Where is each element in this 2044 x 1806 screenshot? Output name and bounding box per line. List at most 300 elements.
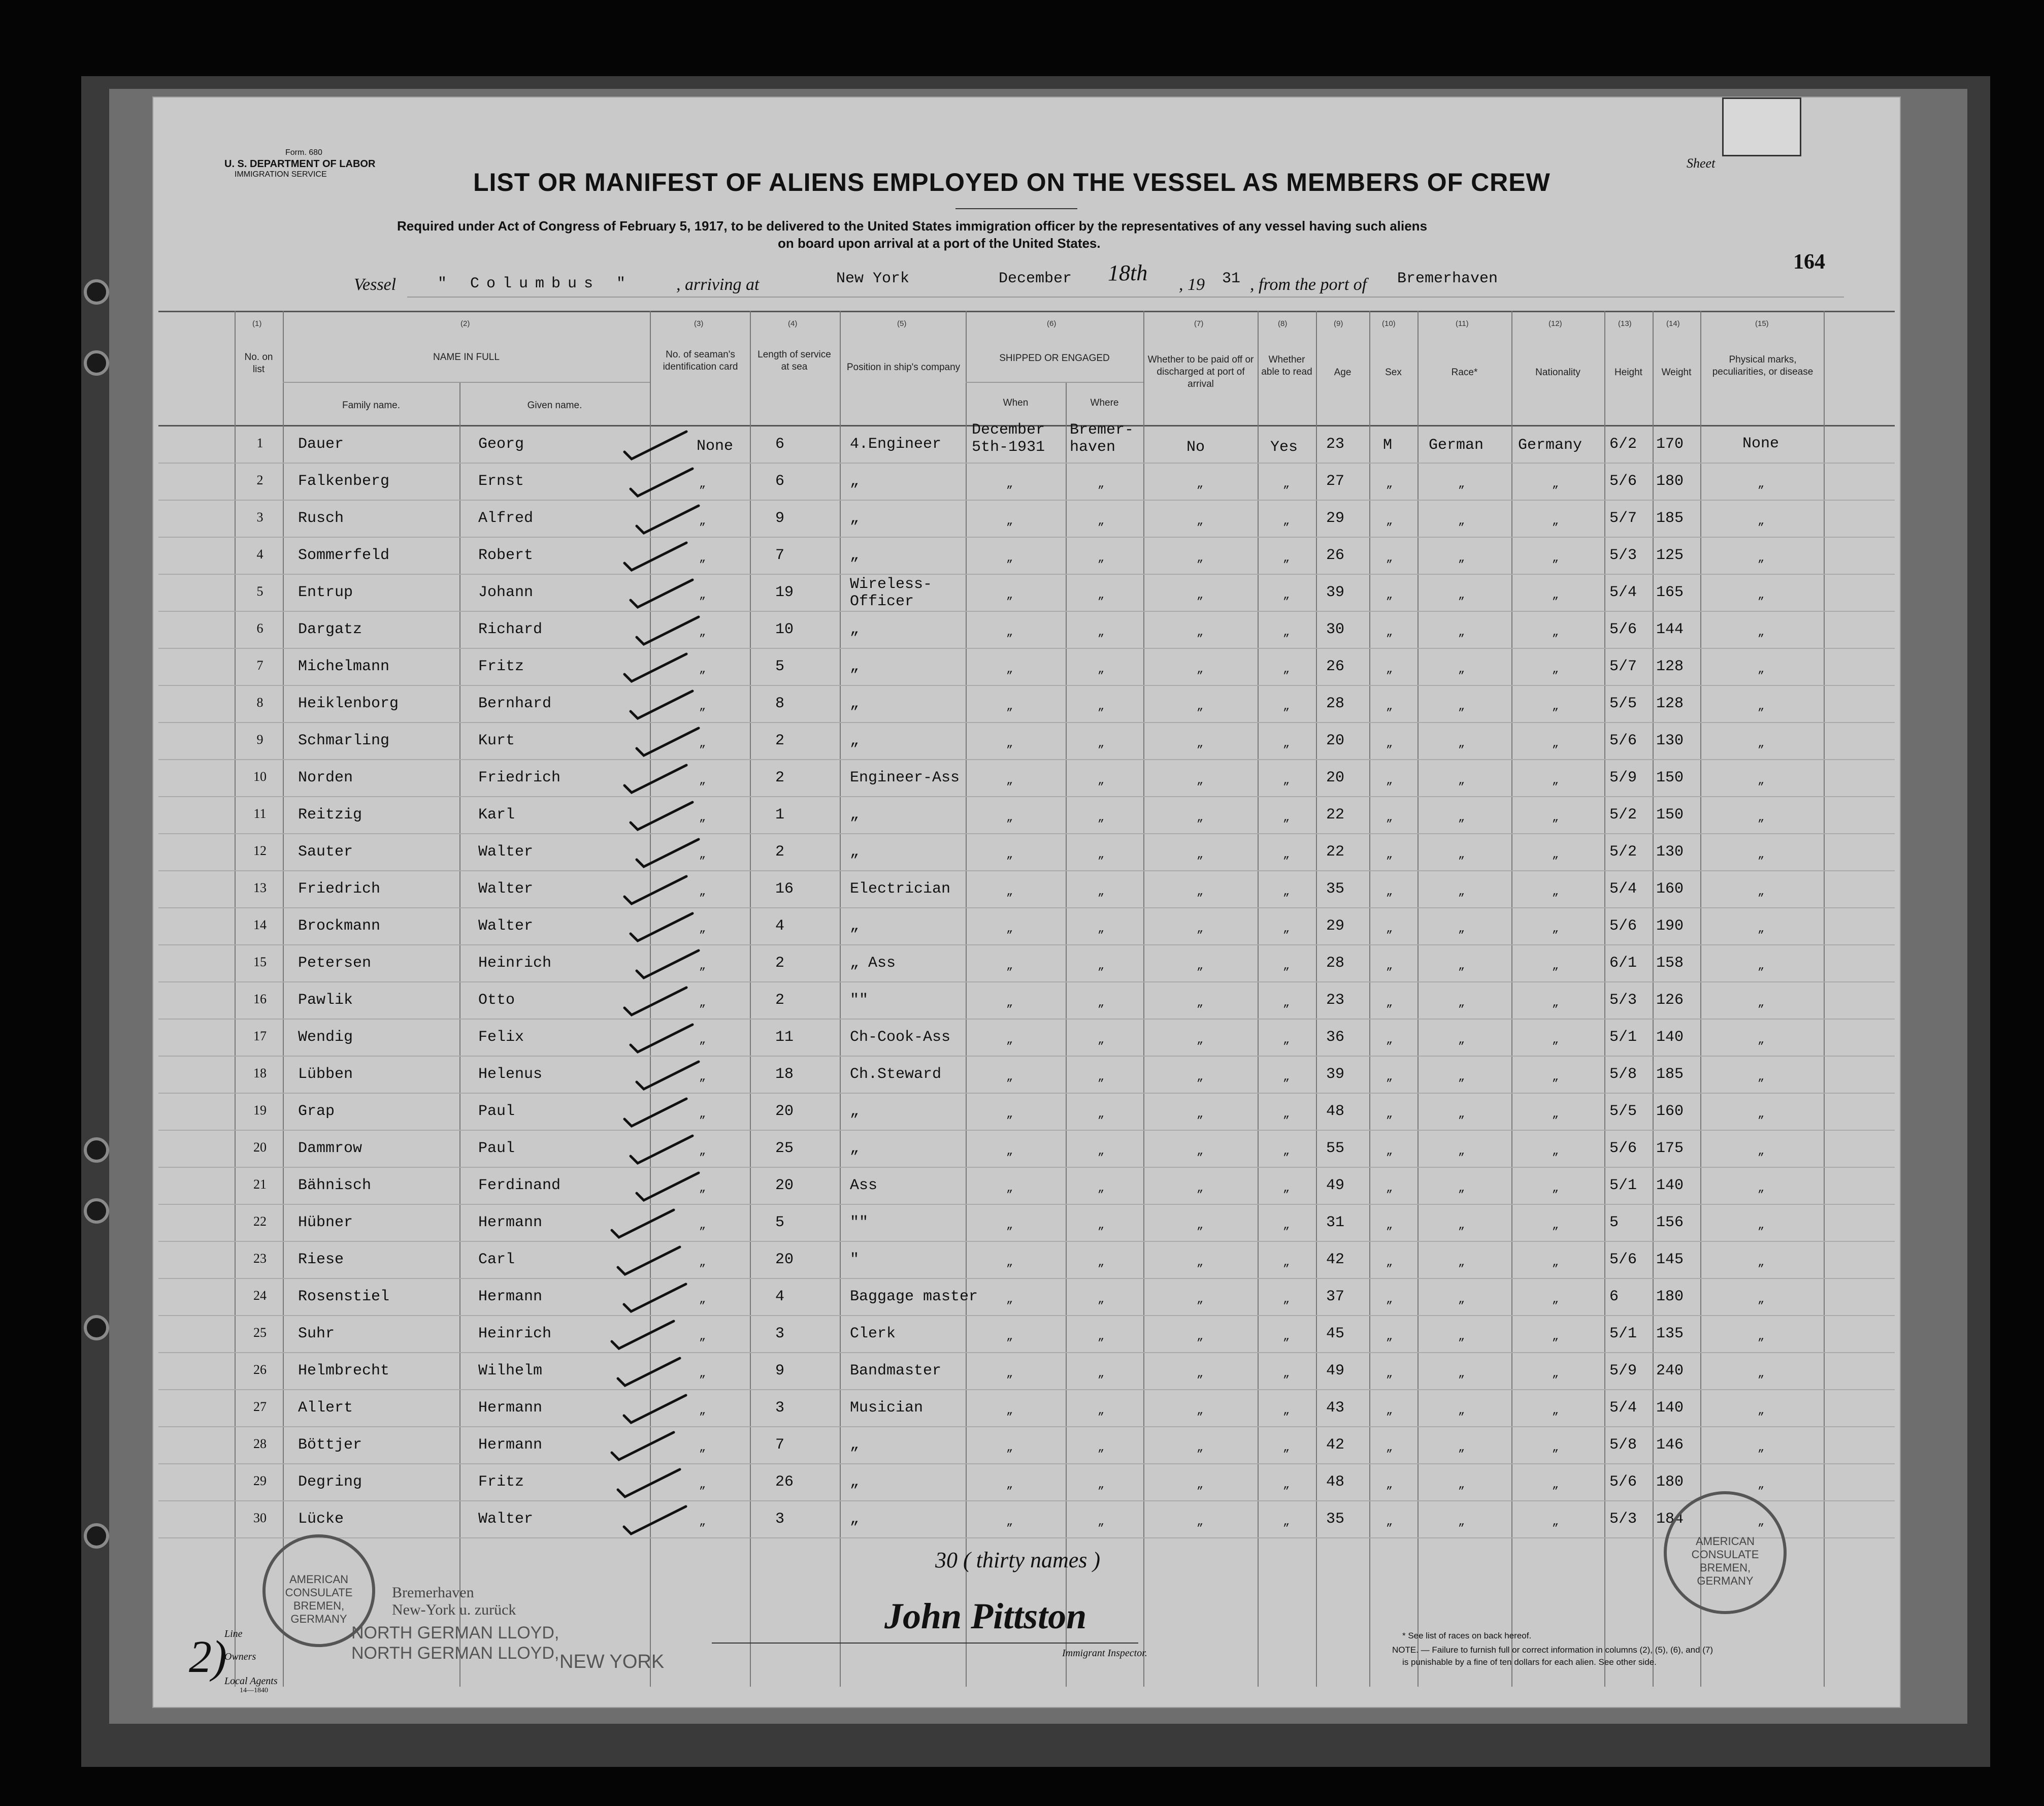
read-ditto: „ xyxy=(1283,885,1290,898)
nationality-ditto: „ xyxy=(1552,1256,1559,1269)
when-ditto: „ xyxy=(1006,1367,1013,1380)
card-ditto: „ xyxy=(699,1108,706,1121)
length-of-service: 1 xyxy=(775,806,785,824)
col-8-number: (8) xyxy=(1278,319,1288,328)
paid-off-ditto: „ xyxy=(1197,1108,1204,1121)
table-row xyxy=(153,908,1900,945)
given-name: Paul xyxy=(478,1103,515,1120)
weight: 180 xyxy=(1656,1473,1684,1491)
marks-ditto: „ xyxy=(1758,811,1765,824)
height: 5/4 xyxy=(1609,1399,1637,1417)
nationality-ditto: „ xyxy=(1552,1219,1559,1232)
given-name: Helenus xyxy=(478,1066,543,1083)
agent-stamp-line-1: Bremerhaven xyxy=(392,1584,474,1601)
sex-ditto: „ xyxy=(1386,1219,1393,1232)
paid-off-ditto: „ xyxy=(1197,1182,1204,1195)
nationality-ditto: „ xyxy=(1552,1516,1559,1528)
table-row xyxy=(153,649,1900,686)
row-number: 19 xyxy=(253,1103,267,1118)
col-13-number: (13) xyxy=(1618,319,1632,328)
vessel-name: " Columbus " xyxy=(438,275,633,292)
position: „ xyxy=(850,917,860,935)
sex-ditto: „ xyxy=(1386,885,1393,898)
family-name: Norden xyxy=(298,769,353,786)
age: 35 xyxy=(1326,1511,1345,1528)
length-of-service: 3 xyxy=(775,1511,785,1528)
sex-ditto: „ xyxy=(1386,960,1393,972)
row-number: 12 xyxy=(253,843,267,858)
length-of-service: 2 xyxy=(775,992,785,1009)
row-rule xyxy=(158,1537,1895,1538)
given-name: Robert xyxy=(478,547,534,564)
given-name: Fritz xyxy=(478,658,524,675)
position: „ xyxy=(850,843,860,861)
fine-note-1: NOTE. — Failure to furnish full or correct information in columns (2), (5), (6), and (7) xyxy=(1392,1645,1713,1655)
nationality-ditto: „ xyxy=(1552,885,1559,898)
length-of-service: 20 xyxy=(775,1177,794,1194)
col-12-number: (12) xyxy=(1548,319,1562,328)
col-4-number: (4) xyxy=(788,319,798,328)
race-ditto: „ xyxy=(1458,1516,1465,1528)
table-row xyxy=(153,760,1900,797)
col-6-when-label: When xyxy=(1003,398,1029,408)
row-number: 7 xyxy=(256,658,263,673)
height: 5/6 xyxy=(1609,621,1637,638)
table-row xyxy=(153,1390,1900,1427)
length-of-service: 6 xyxy=(775,473,785,490)
row-number: 3 xyxy=(256,510,263,524)
when-ditto: „ xyxy=(1006,737,1013,750)
card-ditto: „ xyxy=(699,737,706,750)
read-ditto: „ xyxy=(1283,1034,1290,1046)
nationality-ditto: „ xyxy=(1552,552,1559,565)
family-name: Wendig xyxy=(298,1029,353,1046)
position: Electrician xyxy=(850,880,951,898)
position: „ xyxy=(850,1103,860,1120)
nationality-ditto: „ xyxy=(1552,1293,1559,1306)
where-ditto: „ xyxy=(1098,997,1105,1009)
row-1-race: German xyxy=(1429,437,1484,454)
col-2-family-label: Family name. xyxy=(342,400,401,411)
col-14-number: (14) xyxy=(1666,319,1680,328)
height: 5/1 xyxy=(1609,1177,1637,1194)
line-label: Line xyxy=(224,1628,243,1639)
position: „ xyxy=(850,658,860,675)
consulate-seal-right xyxy=(1664,1491,1787,1614)
when-ditto: „ xyxy=(1006,885,1013,898)
paid-off-ditto: „ xyxy=(1197,1071,1204,1083)
given-name: Hermann xyxy=(478,1214,543,1231)
paid-off-ditto: „ xyxy=(1197,774,1204,787)
height: 5/6 xyxy=(1609,473,1637,490)
where-ditto: „ xyxy=(1098,663,1105,676)
row-1-nationality: Germany xyxy=(1518,437,1583,454)
check-mark-icon xyxy=(627,576,698,611)
weight: 180 xyxy=(1656,1288,1684,1305)
race-ditto: „ xyxy=(1458,515,1465,528)
check-mark-icon xyxy=(620,650,691,685)
check-mark-icon xyxy=(614,1354,685,1390)
age: 45 xyxy=(1326,1325,1345,1342)
length-of-service: 26 xyxy=(775,1473,794,1491)
weight: 160 xyxy=(1656,1103,1684,1120)
agent-stamp-line-5: NEW YORK xyxy=(559,1651,665,1672)
sex-ditto: „ xyxy=(1386,997,1393,1009)
height: 5/9 xyxy=(1609,1362,1637,1380)
fine-note-2: is punishable by a fine of ten dollars for each alien. See other side. xyxy=(1402,1657,1657,1667)
sex-ditto: „ xyxy=(1386,811,1393,824)
position: „ xyxy=(850,732,860,749)
card-ditto: „ xyxy=(699,923,706,935)
row-number: 5 xyxy=(256,584,263,599)
when-ditto: „ xyxy=(1006,1516,1013,1528)
weight: 158 xyxy=(1656,955,1684,972)
race-ditto: „ xyxy=(1458,811,1465,824)
sex-ditto: „ xyxy=(1386,1108,1393,1121)
table-row xyxy=(153,871,1900,908)
row-number: 10 xyxy=(253,769,267,784)
given-name: Ernst xyxy=(478,473,524,490)
sex-ditto: „ xyxy=(1386,1034,1393,1046)
arriving-label: , arriving at xyxy=(676,275,760,294)
length-of-service: 20 xyxy=(775,1251,794,1268)
sex-ditto: „ xyxy=(1386,1293,1393,1306)
col-15-number: (15) xyxy=(1755,319,1769,328)
row-number: 14 xyxy=(253,917,267,932)
binder-hole xyxy=(84,350,109,376)
seal-text: AMERICAN CONSULATE BREMEN, GERMANY xyxy=(1691,1535,1759,1587)
family-name: Schmarling xyxy=(298,732,390,749)
row-number: 20 xyxy=(253,1140,267,1155)
height: 5 xyxy=(1609,1214,1619,1231)
read-ditto: „ xyxy=(1283,1441,1290,1454)
check-mark-icon xyxy=(620,1391,691,1427)
family-name: Dammrow xyxy=(298,1140,362,1157)
col-3-label: No. of seaman's identification card xyxy=(663,349,738,372)
given-name: Alfred xyxy=(478,510,534,527)
table-row xyxy=(153,1316,1900,1353)
length-of-service: 25 xyxy=(775,1140,794,1157)
family-name: Böttjer xyxy=(298,1436,362,1454)
when-ditto: „ xyxy=(1006,997,1013,1009)
name-subheader-rule xyxy=(283,382,650,383)
family-name: Allert xyxy=(298,1399,353,1417)
read-ditto: „ xyxy=(1283,1256,1290,1269)
read-ditto: „ xyxy=(1283,1108,1290,1121)
weight: 175 xyxy=(1656,1140,1684,1157)
where-ditto: „ xyxy=(1098,774,1105,787)
read-ditto: „ xyxy=(1283,737,1290,750)
given-name: Otto xyxy=(478,992,515,1009)
binder-hole xyxy=(84,1523,109,1549)
family-name: Lücke xyxy=(298,1511,344,1528)
arrival-day-handwritten: 18th xyxy=(1108,260,1148,285)
read-ditto: „ xyxy=(1283,923,1290,935)
marks-ditto: „ xyxy=(1758,1479,1765,1491)
position: Baggage master xyxy=(850,1288,978,1305)
weight: 240 xyxy=(1656,1362,1684,1380)
agent-stamp-line-4: NORTH GERMAN LLOYD, xyxy=(351,1644,559,1663)
given-name: Hermann xyxy=(478,1399,543,1417)
weight: 126 xyxy=(1656,992,1684,1009)
weight: 146 xyxy=(1656,1436,1684,1454)
height: 5/1 xyxy=(1609,1029,1637,1046)
race-ditto: „ xyxy=(1458,589,1465,602)
paid-off-ditto: „ xyxy=(1197,1330,1204,1343)
sex-ditto: „ xyxy=(1386,1367,1393,1380)
family-name: Suhr xyxy=(298,1325,335,1342)
check-mark-icon xyxy=(608,1428,679,1464)
table-row xyxy=(153,1205,1900,1242)
given-name: Hermann xyxy=(478,1436,543,1454)
height: 5/6 xyxy=(1609,1140,1637,1157)
when-ditto: „ xyxy=(1006,1182,1013,1195)
col-1-number: (1) xyxy=(252,319,262,328)
where-ditto: „ xyxy=(1098,1293,1105,1306)
age: 39 xyxy=(1326,1066,1345,1083)
row-number: 22 xyxy=(253,1214,267,1229)
marks-ditto: „ xyxy=(1758,552,1765,565)
where-ditto: „ xyxy=(1098,589,1105,602)
family-name: Brockmann xyxy=(298,917,381,935)
where-ditto: „ xyxy=(1098,811,1105,824)
marks-ditto: „ xyxy=(1758,885,1765,898)
race-ditto: „ xyxy=(1458,478,1465,490)
card-ditto: „ xyxy=(699,663,706,676)
length-of-service: 9 xyxy=(775,1362,785,1380)
family-name: Dargatz xyxy=(298,621,362,638)
length-of-service: 3 xyxy=(775,1325,785,1342)
col-10-label: Sex xyxy=(1385,367,1402,378)
where-ditto: „ xyxy=(1098,1479,1105,1491)
table-row xyxy=(153,1242,1900,1279)
check-mark-icon xyxy=(620,761,691,797)
race-ditto: „ xyxy=(1458,1441,1465,1454)
length-of-service: 2 xyxy=(775,955,785,972)
from-port: Bremerhaven xyxy=(1397,270,1498,287)
length-of-service: 7 xyxy=(775,547,785,564)
col-1-label: No. on list xyxy=(244,352,273,375)
row-1-shipped-where: Bremer- xyxy=(1070,421,1134,439)
position: "" xyxy=(850,1214,869,1231)
length-of-service: 2 xyxy=(775,732,785,749)
paid-off-ditto: „ xyxy=(1197,1219,1204,1232)
paid-off-ditto: „ xyxy=(1197,626,1204,639)
race-ditto: „ xyxy=(1458,1256,1465,1269)
read-ditto: „ xyxy=(1283,1145,1290,1158)
race-ditto: „ xyxy=(1458,1108,1465,1121)
table-row xyxy=(153,501,1900,538)
weight: 180 xyxy=(1656,473,1684,490)
family-name: Helmbrecht xyxy=(298,1362,390,1380)
marks-ditto: „ xyxy=(1758,663,1765,676)
marks-ditto: „ xyxy=(1758,1293,1765,1306)
check-mark-icon xyxy=(627,1021,698,1056)
race-ditto: „ xyxy=(1458,848,1465,861)
table-row xyxy=(153,1020,1900,1057)
age: 31 xyxy=(1326,1214,1345,1231)
race-ditto: „ xyxy=(1458,663,1465,676)
when-ditto: „ xyxy=(1006,1071,1013,1083)
where-ditto: „ xyxy=(1098,1219,1105,1232)
table-row xyxy=(153,797,1900,834)
position: „ xyxy=(850,806,860,824)
col-10-number: (10) xyxy=(1382,319,1396,328)
weight: 145 xyxy=(1656,1251,1684,1268)
age: 22 xyxy=(1326,843,1345,861)
race-ditto: „ xyxy=(1458,1071,1465,1083)
card-ditto: „ xyxy=(699,552,706,565)
check-mark-icon xyxy=(633,1058,704,1093)
row-number: 18 xyxy=(253,1066,267,1080)
weight: 128 xyxy=(1656,695,1684,712)
weight: 128 xyxy=(1656,658,1684,675)
sex-ditto: „ xyxy=(1386,515,1393,528)
col-14-label: Weight xyxy=(1661,367,1692,378)
col-12-label: Nationality xyxy=(1535,367,1580,378)
manifest-sheet xyxy=(152,96,1901,1708)
row-number: 15 xyxy=(253,955,267,969)
col-13-label: Height xyxy=(1614,367,1642,378)
height: 5/5 xyxy=(1609,695,1637,712)
read-ditto: „ xyxy=(1283,811,1290,824)
marks-ditto: „ xyxy=(1758,1145,1765,1158)
given-name: Felix xyxy=(478,1029,524,1046)
table-row xyxy=(153,723,1900,760)
row-number: 16 xyxy=(253,992,267,1006)
table-row xyxy=(153,1279,1900,1316)
weight: 150 xyxy=(1656,806,1684,824)
when-ditto: „ xyxy=(1006,478,1013,490)
age: 28 xyxy=(1326,695,1345,712)
race-ditto: „ xyxy=(1458,1034,1465,1046)
given-name: Friedrich xyxy=(478,769,561,786)
sex-ditto: „ xyxy=(1386,848,1393,861)
age: 49 xyxy=(1326,1362,1345,1380)
age: 20 xyxy=(1326,769,1345,786)
marks-ditto: „ xyxy=(1758,1071,1765,1083)
length-of-service: 4 xyxy=(775,1288,785,1305)
row-number: 8 xyxy=(256,695,263,710)
family-name: Heiklenborg xyxy=(298,695,399,712)
table-row xyxy=(153,575,1900,612)
inspector-signature: John Pittston xyxy=(884,1596,1087,1636)
where-ditto: „ xyxy=(1098,1330,1105,1343)
row-number: 30 xyxy=(253,1511,267,1525)
length-of-service: 9 xyxy=(775,510,785,527)
height: 5/7 xyxy=(1609,510,1637,527)
card-ditto: „ xyxy=(699,1404,706,1417)
weight: 144 xyxy=(1656,621,1684,638)
table-row xyxy=(153,1353,1900,1390)
family-name: Hübner xyxy=(298,1214,353,1231)
age: 28 xyxy=(1326,955,1345,972)
when-ditto: „ xyxy=(1006,663,1013,676)
when-ditto: „ xyxy=(1006,1108,1013,1121)
row-1-marks: None xyxy=(1742,435,1779,452)
col-6-label: SHIPPED OR ENGAGED xyxy=(999,353,1110,364)
col-11-number: (11) xyxy=(1456,319,1469,328)
age: 42 xyxy=(1326,1436,1345,1454)
weight: 140 xyxy=(1656,1177,1684,1194)
family-name: Grap xyxy=(298,1103,335,1120)
sex-ditto: „ xyxy=(1386,589,1393,602)
race-ditto: „ xyxy=(1458,1145,1465,1158)
when-ditto: „ xyxy=(1006,1034,1013,1046)
row-number: 28 xyxy=(253,1436,267,1451)
row-1-read: Yes xyxy=(1270,439,1298,456)
binder-hole xyxy=(84,279,109,305)
sex-ditto: „ xyxy=(1386,1404,1393,1417)
length-of-service: 2 xyxy=(775,843,785,861)
check-mark-icon xyxy=(620,983,691,1019)
height: 5/6 xyxy=(1609,1251,1637,1268)
when-ditto: „ xyxy=(1006,848,1013,861)
given-name: Hermann xyxy=(478,1288,543,1305)
where-ditto: „ xyxy=(1098,515,1105,528)
when-ditto: „ xyxy=(1006,1441,1013,1454)
col-6-number: (6) xyxy=(1047,319,1057,328)
length-of-service: 4 xyxy=(775,917,785,935)
read-ditto: „ xyxy=(1283,1479,1290,1491)
read-ditto: „ xyxy=(1283,589,1290,602)
race-ditto: „ xyxy=(1458,774,1465,787)
paid-off-ditto: „ xyxy=(1197,848,1204,861)
race-ditto: „ xyxy=(1458,737,1465,750)
card-ditto: „ xyxy=(699,1441,706,1454)
where-ditto: „ xyxy=(1098,1034,1105,1046)
race-ditto: „ xyxy=(1458,626,1465,639)
height: 5/8 xyxy=(1609,1066,1637,1083)
length-of-service: 20 xyxy=(775,1103,794,1120)
position: " xyxy=(850,1251,860,1268)
age: 22 xyxy=(1326,806,1345,824)
marks-ditto: „ xyxy=(1758,1441,1765,1454)
given-name: Walter xyxy=(478,843,534,861)
age: 26 xyxy=(1326,658,1345,675)
check-mark-icon xyxy=(614,1243,685,1278)
table-row xyxy=(153,686,1900,723)
family-name: Reitzig xyxy=(298,806,362,824)
weight: 130 xyxy=(1656,732,1684,749)
where-ditto: „ xyxy=(1098,552,1105,565)
check-mark-icon xyxy=(627,909,698,945)
age: 23 xyxy=(1326,992,1345,1009)
check-mark-icon xyxy=(633,946,704,982)
sex-ditto: „ xyxy=(1386,626,1393,639)
given-name: Heinrich xyxy=(478,1325,552,1342)
vessel-underline xyxy=(407,297,1844,298)
check-mark-icon xyxy=(620,872,691,908)
page-number: 164 xyxy=(1793,250,1825,274)
sex-ditto: „ xyxy=(1386,737,1393,750)
nationality-ditto: „ xyxy=(1552,1145,1559,1158)
arrival-month: December xyxy=(999,270,1072,287)
height: 5/5 xyxy=(1609,1103,1637,1120)
card-ditto: „ xyxy=(699,885,706,898)
nationality-ditto: „ xyxy=(1552,478,1559,490)
height: 5/6 xyxy=(1609,1473,1637,1491)
weight: 185 xyxy=(1656,510,1684,527)
when-ditto: „ xyxy=(1006,1293,1013,1306)
card-ditto: „ xyxy=(699,1145,706,1158)
binder-hole xyxy=(84,1198,109,1224)
where-ditto: „ xyxy=(1098,848,1105,861)
nationality-ditto: „ xyxy=(1552,811,1559,824)
paid-off-ditto: „ xyxy=(1197,885,1204,898)
paid-off-ditto: „ xyxy=(1197,923,1204,935)
length-of-service: 11 xyxy=(775,1029,794,1046)
